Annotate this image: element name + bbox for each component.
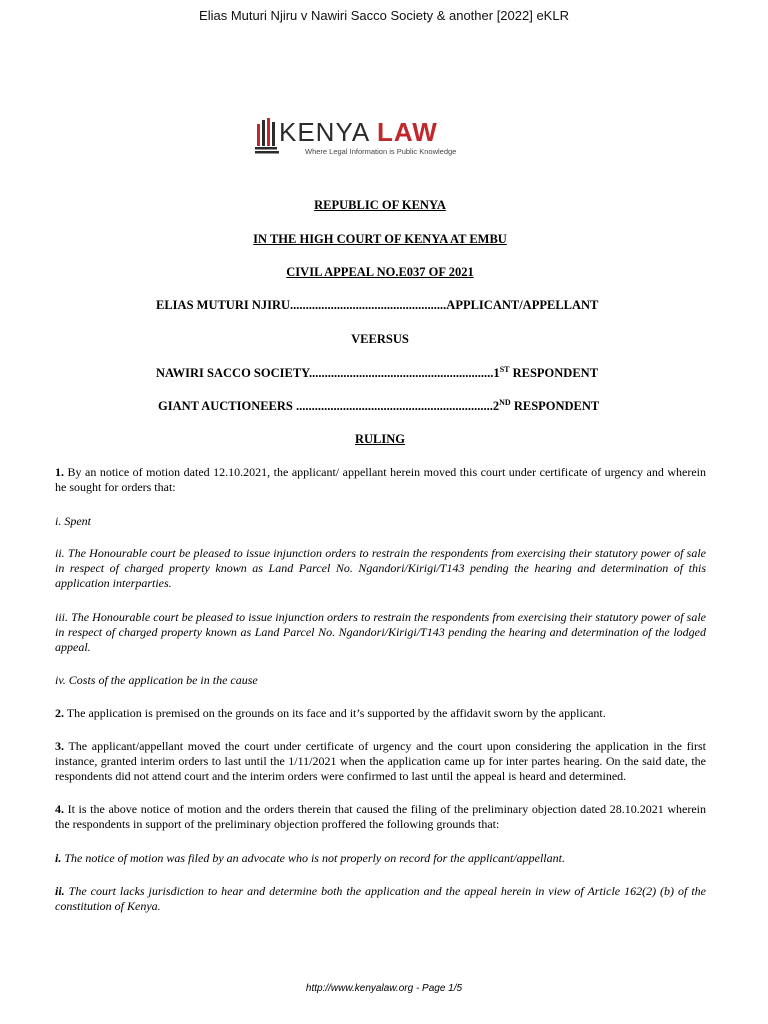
paragraph-text: It is the above notice of motion and the orders therein that caused the filing of the preliminary objection dated 28.10.2021 wherein the respondents in support of the preliminary objection proffered the following grounds that:	[55, 802, 706, 831]
ground-text: The notice of motion was filed by an advocate who is not properly on record for the applicant/appellant.	[61, 851, 565, 865]
respondent-2-name: GIANT AUCTIONEERS ...............................................................2	[158, 399, 500, 413]
paragraph-text: The application is premised on the grounds on its face and it’s supported by the affidavit sworn by the applicant.	[64, 706, 606, 720]
ruling-heading: RULING	[354, 432, 405, 446]
ground-number: i.	[55, 851, 62, 865]
kenya-law-logo	[255, 116, 465, 160]
ground-number: ii.	[55, 884, 65, 898]
paragraph-number: 4.	[55, 802, 64, 816]
case-number: CIVIL APPEAL NO.E037 OF 2021	[286, 265, 474, 279]
pillars-icon	[255, 116, 279, 154]
republic-heading: REPUBLIC OF KENYA	[314, 198, 446, 212]
paragraph-4	[55, 802, 706, 832]
paragraph-1	[55, 465, 706, 495]
paragraph-3	[55, 739, 706, 784]
logo-wordmark	[279, 118, 438, 146]
paragraph-2	[55, 706, 706, 721]
respondent-1-name: NAWIRI SACCO SOCIETY...........................................................1	[156, 366, 500, 380]
paragraph-number: 3.	[55, 739, 64, 753]
versus-line: VEERSUS	[351, 332, 409, 346]
page-footer: http://www.kenyalaw.org - Page 1/5	[305, 983, 463, 994]
order-4: iv. Costs of the application be in the cause	[55, 673, 258, 687]
logo-tagline: Where Legal Information is Public Knowledge	[305, 147, 457, 156]
respondent-1-ordinal: ST	[499, 364, 510, 374]
ground-1	[55, 851, 706, 866]
logo-word-law: LAW	[377, 117, 438, 147]
order-1: i. Spent	[55, 514, 91, 528]
order-3: iii. The Honourable court be pleased to issue injunction orders to restrain the respondents from exercising their statutory power of sale in respect of charged property known as Land Parcel No. Ngandori/Kirigi/T143 pending the hearing and determination of the lodged appeal.	[55, 610, 706, 654]
paragraph-number: 1.	[55, 465, 64, 479]
order-2: ii. The Honourable court be pleased to issue injunction orders to restrain the respondents from exercising their statutory power of sale in respect of charged property known as Land Parcel No. Ngandori/Kirigi/T143 pending the hearing and determination of this application interparties.	[55, 546, 706, 590]
respondent-2-ordinal: ND	[499, 397, 511, 407]
respondent-2-line	[158, 399, 599, 414]
ground-text: The court lacks jurisdiction to hear and determine both the application and the appeal herein in view of Article 162(2) (b) of the constitution of Kenya.	[55, 884, 706, 913]
respondent-1-line	[156, 366, 598, 381]
respondent-1-role: RESPONDENT	[509, 366, 599, 380]
running-header: Elias Muturi Njiru v Nawiri Sacco Society & another [2022] eKLR	[199, 8, 569, 23]
respondent-2-role: RESPONDENT	[510, 399, 600, 413]
court-heading: IN THE HIGH COURT OF KENYA AT EMBU	[253, 232, 507, 246]
applicant-line: ELIAS MUTURI NJIRU..................................................APPLICANT/APPELLANT	[156, 298, 599, 312]
logo-word-kenya: KENYA	[279, 117, 369, 147]
paragraph-text: By an notice of motion dated 12.10.2021, the applicant/ appellant herein moved this court under certificate of urgency and wherein he sought for orders that:	[55, 465, 706, 494]
ground-2	[55, 884, 706, 914]
paragraph-text: The applicant/appellant moved the court under certificate of urgency and the court upon considering the application in the first instance, granted interim orders to last until the 1/11/2021 when the application came up for inter partes hearing. On the said date, the respondents did not attend court and the interim orders were confirmed to last until the appeal is heard and determined.	[55, 739, 706, 783]
paragraph-number: 2.	[55, 706, 64, 720]
